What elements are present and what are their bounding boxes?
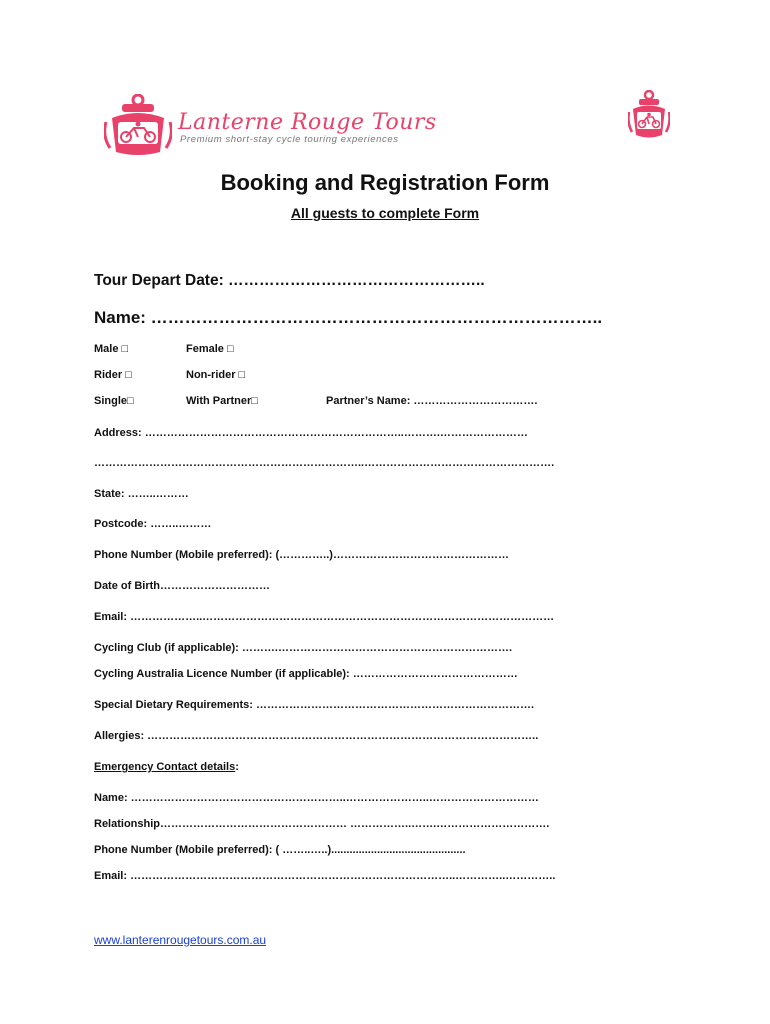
single-checkbox[interactable]: Single□ <box>94 395 134 407</box>
email-field[interactable]: Email: ………………..…………………………………………………………………………………… <box>94 611 555 623</box>
tour-depart-date-field[interactable]: Tour Depart Date: ………………………………………….. <box>94 272 485 289</box>
emergency-name-field[interactable]: Name: …………………………………………………..…………………..………………………… <box>94 792 539 804</box>
form-subtitle: All guests to complete Form <box>290 205 480 221</box>
allergies-field[interactable]: Allergies: …………………………………………………………………………………………….. <box>94 730 539 742</box>
name-field[interactable]: Name: …………………………………………………………………….. <box>94 308 603 327</box>
partners-name-field[interactable]: Partner’s Name: ……………………………. <box>326 395 538 407</box>
logo-tagline: Premium short-stay cycle touring experiences <box>180 134 399 145</box>
form-title: Booking and Registration Form <box>220 170 550 195</box>
emergency-contact-heading: Emergency Contact details: <box>94 761 239 773</box>
emergency-phone-field[interactable]: Phone Number (Mobile preferred): ( ……..…..)............................................ <box>94 844 466 856</box>
address-field-line-2[interactable]: ………………………………………………………………..……………………………………………. <box>94 457 555 469</box>
phone-field[interactable]: Phone Number (Mobile preferred): (…………..)………………………………………… <box>94 549 509 561</box>
address-field-line-1[interactable]: Address: ……………………………………………………………..……….…………………… <box>94 427 528 439</box>
non-rider-checkbox[interactable]: Non-rider □ <box>186 369 246 381</box>
cycling-club-field[interactable]: Cycling Club (if applicable): ……….………………………………………………………. <box>94 642 513 654</box>
male-checkbox[interactable]: Male □ <box>94 343 129 355</box>
dietary-requirements-field[interactable]: Special Dietary Requirements: …………………………………………………………………. <box>94 699 535 711</box>
state-field[interactable]: State: ……..……… <box>94 488 189 500</box>
logo-title: Lanterne Rouge Tours <box>178 110 437 135</box>
emergency-email-field[interactable]: Email: ……………………………………………………………………………..…………..………….. <box>94 870 556 882</box>
female-checkbox[interactable]: Female □ <box>186 343 234 355</box>
postcode-field[interactable]: Postcode: ……..……… <box>94 518 212 530</box>
date-of-birth-field[interactable]: Date of Birth………………………… <box>94 580 270 592</box>
website-link[interactable]: www.lanterenrougetours.com.au <box>94 933 267 947</box>
licence-number-field[interactable]: Cycling Australia Licence Number (if applicable): ……………………………………… <box>94 668 518 680</box>
with-partner-checkbox[interactable]: With Partner□ <box>186 395 258 407</box>
lantern-logo-icon <box>104 94 172 160</box>
rider-checkbox[interactable]: Rider □ <box>94 369 132 381</box>
lantern-small-icon <box>628 90 670 140</box>
emergency-relationship-field[interactable]: Relationship…………………………………………… ……………..…….…………………………. <box>94 818 550 830</box>
